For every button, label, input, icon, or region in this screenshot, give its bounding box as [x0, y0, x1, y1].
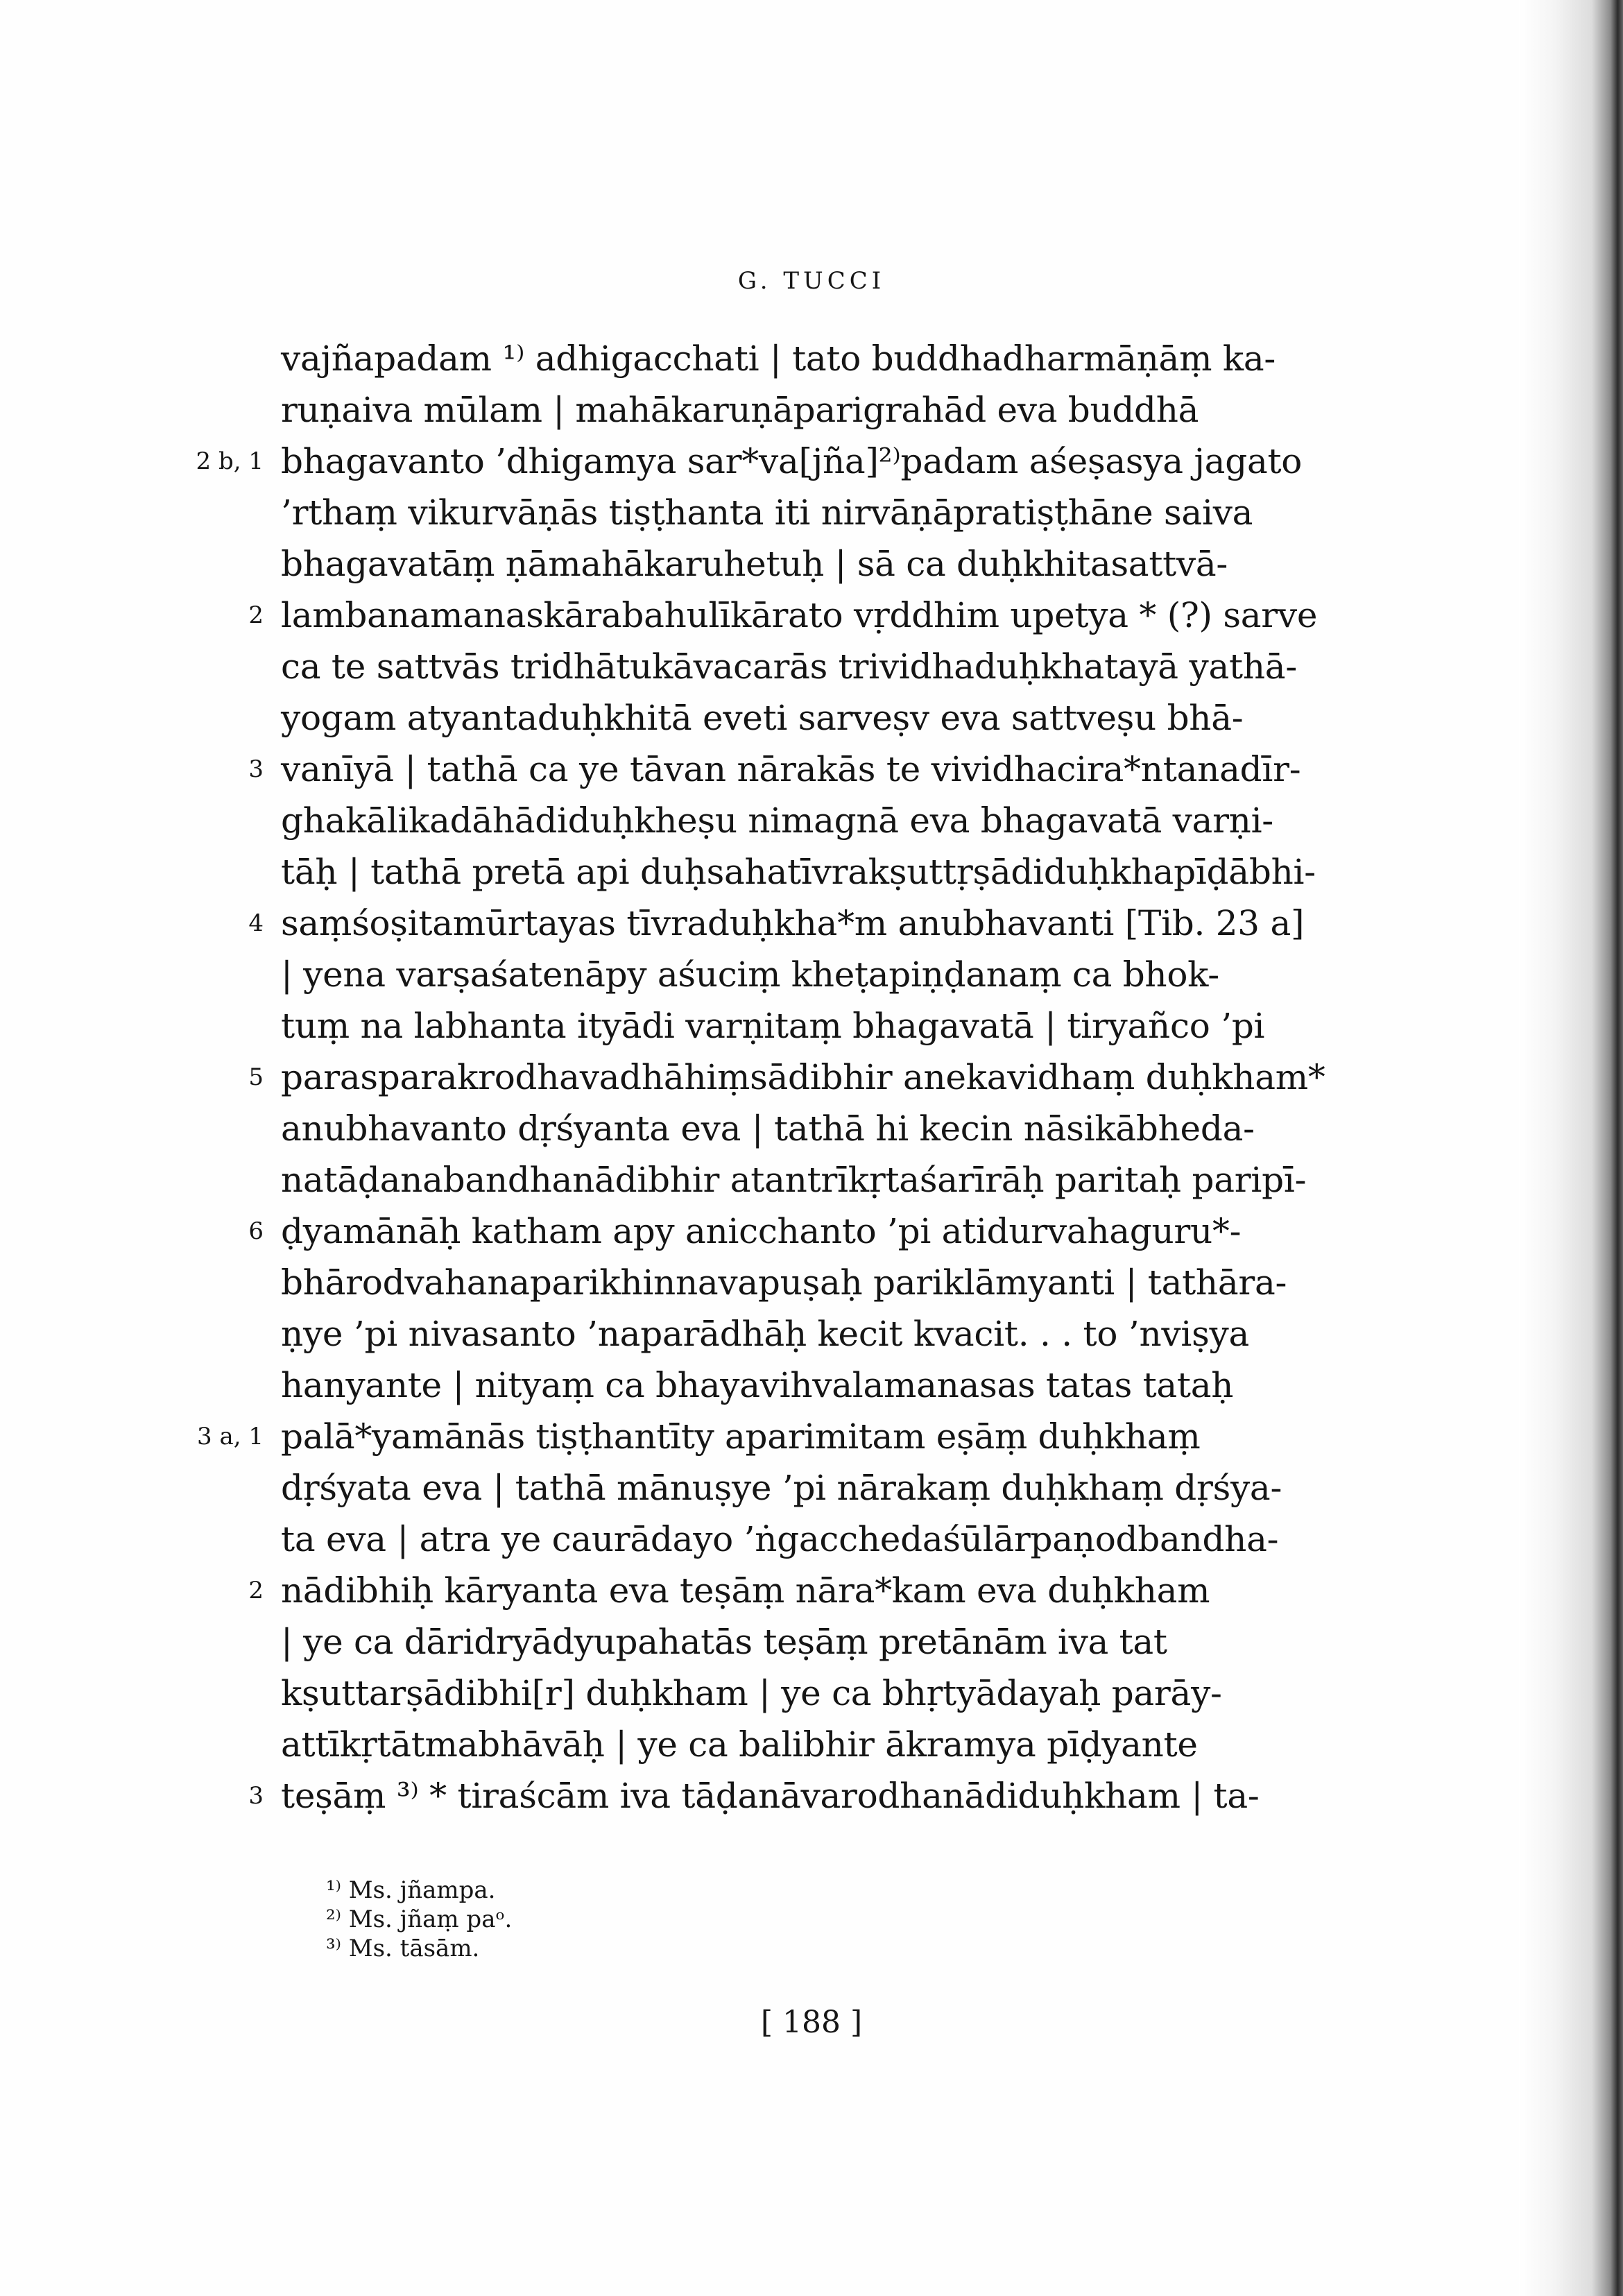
line-marker: 2 b, 1 — [196, 447, 264, 475]
line-marker — [180, 641, 264, 692]
text-line: ’rthaṃ vikurvāṇās tiṣṭhanta iti nirvāṇāpratiṣṭhāne saiva — [281, 492, 1253, 533]
line-marker: 3 — [248, 755, 264, 783]
line-marker — [180, 333, 264, 384]
text-line: bhagavatāṃ ṇāmahākaruhetuḥ | sā ca duḥkhitasattvā- — [281, 544, 1228, 584]
text-line: ṇye ’pi nivasanto ’naparādhāḥ kecit kvacit. . . to ’nviṣya — [281, 1314, 1250, 1354]
text-line: vanīyā | tathā ca ye tāvan nārakās te vividhacira*ntanadīr- — [281, 749, 1301, 789]
line-marker: 5 — [248, 1063, 264, 1091]
line-marker: 3 — [248, 1782, 264, 1810]
text-line: tāḥ | tathā pretā api duḥsahatīvrakṣuttṛṣādiduḥkhapīḍābhi- — [281, 852, 1316, 892]
line-marker — [180, 1154, 264, 1206]
line-marker: 2 — [248, 1577, 264, 1604]
line-marker — [180, 1257, 264, 1308]
text-line: anubhavanto dṛśyanta eva | tathā hi kecin nāsikābheda- — [281, 1108, 1255, 1149]
text-line: ghakālikadāhādiduḥkheṣu nimagnā eva bhagavatā varṇi- — [281, 800, 1273, 841]
text-line: bhārodvahanaparikhinnavapuṣaḥ pariklāmyanti | tathāra- — [281, 1262, 1287, 1303]
line-marker: 2 — [248, 601, 264, 629]
text-line: ta eva | atra ye caurādayo ’ṅgacchedaśūlārpaṇodbandha- — [281, 1519, 1279, 1559]
text-line: ruṇaiva mūlam | mahākaruṇāparigrahād eva buddhā — [281, 390, 1199, 430]
text-line: ca te sattvās tridhātukāvacarās trividhaduḥkhatayā yathā- — [281, 646, 1297, 687]
line-marker — [180, 1308, 264, 1360]
running-header: G. TUCCI — [737, 267, 886, 295]
footnote: ³⁾ Ms. tāsām. — [326, 1935, 480, 1962]
text-line: palā*yamānās tiṣṭhantīty aparimitam eṣāṃ duḥkhaṃ — [281, 1416, 1201, 1457]
footnote: ¹⁾ Ms. jñampa. — [326, 1876, 496, 1904]
text-line: dṛśyata eva | tathā mānuṣye ’pi nārakaṃ duḥkhaṃ dṛśya- — [281, 1468, 1282, 1508]
line-marker — [180, 1000, 264, 1052]
line-marker — [180, 846, 264, 898]
line-marker — [180, 1616, 264, 1668]
line-marker — [180, 1668, 264, 1719]
text-line: hanyante | nityaṃ ca bhayavihvalamanasas tatas tataḥ — [281, 1365, 1234, 1405]
line-marker — [180, 949, 264, 1000]
text-line: vajñapadam ¹⁾ adhigacchati | tato buddhadharmāṇāṃ ka- — [281, 339, 1276, 379]
text-line: nādibhiḥ kāryanta eva teṣāṃ nāra*kam eva duḥkham — [281, 1570, 1210, 1611]
line-marker — [180, 1462, 264, 1514]
text-line: | yena varṣaśatenāpy aśuciṃ kheṭapiṇḍanaṃ ca bhok- — [281, 954, 1219, 995]
text-line: ḍyamānāḥ katham apy anicchanto ’pi atidurvahaguru*- — [281, 1211, 1242, 1251]
scanned-page-edge — [1519, 0, 1623, 2296]
text-line: teṣāṃ ³⁾ * tiraścām iva tāḍanāvarodhanādiduḥkham | ta- — [281, 1776, 1260, 1816]
text-line: yogam atyantaduḥkhitā eveti sarveṣv eva sattveṣu bhā- — [281, 698, 1244, 738]
text-line: tuṃ na labhanta ityādi varṇitaṃ bhagavatā | tiryañco ’pi — [281, 1006, 1265, 1046]
line-marker — [180, 538, 264, 590]
line-marker — [180, 795, 264, 846]
text-line: | ye ca dāridryādyupahatās teṣāṃ pretānām iva tat — [281, 1622, 1167, 1662]
line-marker: 6 — [248, 1217, 264, 1245]
text-line: kṣuttarṣādibhi[r] duḥkham | ye ca bhṛtyādayaḥ parāy- — [281, 1673, 1222, 1713]
line-marker — [180, 1360, 264, 1411]
footnote: ²⁾ Ms. jñaṃ paᵒ. — [326, 1905, 513, 1933]
line-marker — [180, 1514, 264, 1565]
line-marker: 4 — [248, 909, 264, 937]
line-marker — [180, 1103, 264, 1154]
text-line: lambanamanaskārabahulīkārato vṛddhim upetya * (?) sarve — [281, 595, 1318, 635]
text-line: attīkṛtātmabhāvāḥ | ye ca balibhir ākramya pīḍyante — [281, 1724, 1198, 1765]
text-line: natāḍanabandhanādibhir atantrīkṛtaśarīrāḥ paritaḥ paripī- — [281, 1160, 1307, 1200]
line-marker — [180, 384, 264, 436]
line-marker — [180, 487, 264, 538]
text-line: parasparakrodhavadhāhiṃsādibhir anekavidhaṃ duḥkham* — [281, 1057, 1325, 1097]
line-marker — [180, 1719, 264, 1770]
page-number: [ 188 ] — [760, 2005, 863, 2040]
text-line: bhagavanto ’dhigamya sar*va[jña]²⁾padam aśeṣasya jagato — [281, 441, 1303, 481]
line-marker: 3 a, 1 — [197, 1423, 264, 1450]
text-line: saṃśoṣitamūrtayas tīvraduḥkha*m anubhavanti [Tib. 23 a] — [281, 903, 1305, 943]
line-marker — [180, 692, 264, 744]
